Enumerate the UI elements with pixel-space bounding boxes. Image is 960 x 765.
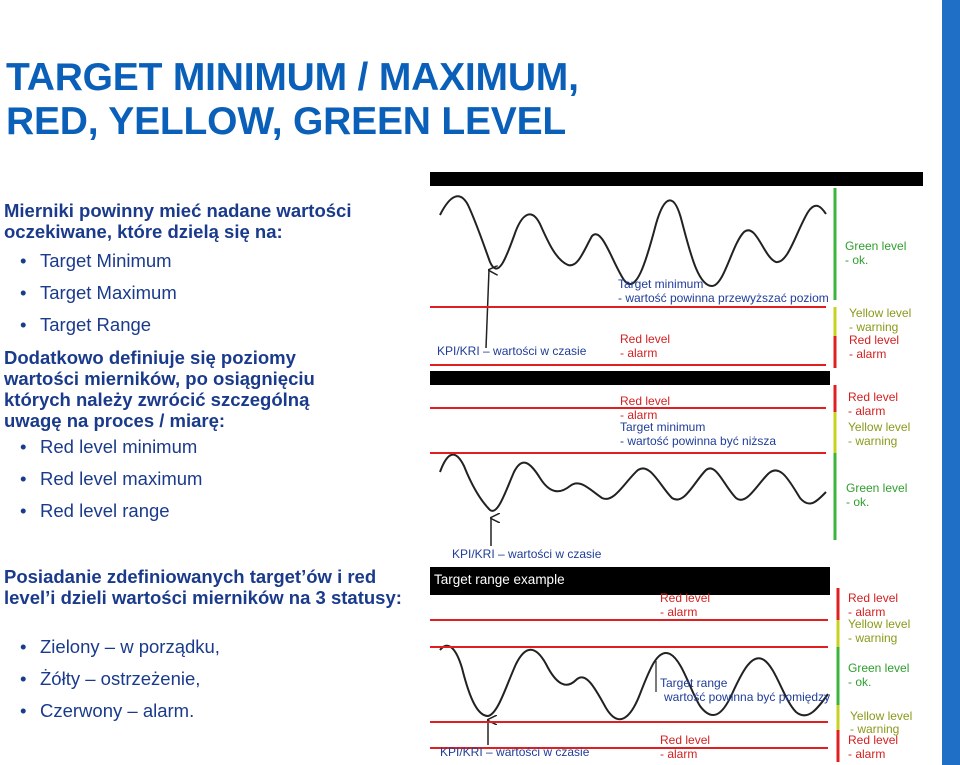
panel3-legend-red-bottom-title: Red level bbox=[848, 733, 899, 747]
panel1-legend-red-title: Red level bbox=[849, 333, 900, 347]
panel3-legend-green-title: Green level bbox=[848, 661, 910, 675]
title-line-1: TARGET MINIMUM / MAXIMUM, bbox=[6, 56, 579, 99]
panel2-red-desc: - alarm bbox=[620, 408, 658, 422]
panel1-target-desc: - wartość powinna przewyższać poziom bbox=[618, 291, 829, 305]
panel3-curve bbox=[440, 646, 831, 720]
bullet-red-level-minimum: • Red level minimum bbox=[20, 436, 320, 468]
panel2-curve bbox=[440, 455, 826, 511]
title-line-2: RED, YELLOW, GREEN LEVEL bbox=[6, 100, 567, 143]
panel2-legend-red-desc: - alarm bbox=[848, 404, 886, 418]
panel1-red-desc: - alarm bbox=[620, 346, 658, 360]
panel1-legend-red-desc: - alarm bbox=[849, 347, 887, 361]
panel2-legend-yellow-desc: - warning bbox=[848, 434, 898, 448]
panel2-legend-yellow-title: Yellow level bbox=[848, 420, 911, 434]
section2-intro: Dodatkowo definiuje się poziomy wartości mierników, po osiągnięciu których należy zwrócić szczególną uwagę na proces / miarę: bbox=[4, 347, 315, 431]
panel2-legend-green-title: Green level bbox=[846, 481, 908, 495]
bullet-red-level-range: • Red level range bbox=[20, 500, 320, 532]
panel3-legend-yellow-top-desc: - warning bbox=[848, 631, 898, 645]
panel3-legend-yellow-bottom-desc: - warning bbox=[850, 722, 900, 736]
bullet-target-minimum: • Target Minimum bbox=[20, 250, 320, 282]
bullet-red-level-maximum: • Red level maximum bbox=[20, 468, 320, 500]
panel2-legend-green-desc: - ok. bbox=[846, 495, 870, 509]
section1-intro: Mierniki powinny mieć nadane wartości oczekiwane, które dzielą się na: bbox=[4, 200, 352, 242]
panel3-title: Target range example bbox=[434, 572, 565, 587]
panel2-target-desc: - wartość powinna być niższa bbox=[620, 434, 777, 448]
panel3-legend-red-top-title: Red level bbox=[848, 591, 899, 605]
panel3-red-bottom-desc: - alarm bbox=[660, 747, 698, 761]
panel3-legend-yellow-top-title: Yellow level bbox=[848, 617, 911, 631]
panel1-target-title: Target minimum bbox=[618, 277, 704, 291]
panel1-arrow bbox=[486, 270, 489, 348]
panel3-red-top-title: Red level bbox=[660, 591, 711, 605]
panel1-kpi-label: KPI/KRI – wartości w czasie bbox=[437, 344, 587, 358]
section3-intro: Posiadanie zdefiniowanych target’ów i red level’i dzieli wartości mierników na 3 statusy: bbox=[4, 566, 402, 608]
panel1-red-title: Red level bbox=[620, 332, 671, 346]
panel2-target-title: Target minimum bbox=[620, 420, 706, 434]
panel3-legend-green-desc: - ok. bbox=[848, 675, 872, 689]
panel3-red-bottom-title: Red level bbox=[660, 733, 711, 747]
bullet-target-range: • Target Range bbox=[20, 314, 320, 346]
panel2-red-title: Red level bbox=[620, 394, 671, 408]
panel3-kpi-label: KPI/KRI – wartości w czasie bbox=[440, 745, 590, 759]
panel1-legend-green-title: Green level bbox=[845, 239, 907, 253]
panel3-target-desc: wartość powinna być pomiędzy bbox=[664, 690, 831, 704]
panel1-legend-green-desc: - ok. bbox=[845, 253, 869, 267]
panel1-legend-yellow-desc: - warning bbox=[849, 320, 899, 334]
panel2-legend-red-title: Red level bbox=[848, 390, 899, 404]
panel1-curve bbox=[440, 196, 826, 286]
panel2-kpi-label: KPI/KRI – wartości w czasie bbox=[452, 547, 602, 561]
panel3-red-top-desc: - alarm bbox=[660, 605, 698, 619]
panel3-legend-red-bottom-desc: - alarm bbox=[848, 747, 886, 761]
bullet-yellow: • Żółty – ostrzeżenie, bbox=[20, 668, 320, 700]
panel3-target-title: Target range bbox=[660, 676, 728, 690]
bullet-green: • Zielony – w porządku, bbox=[20, 636, 320, 668]
bullet-red: • Czerwony – alarm. bbox=[20, 700, 320, 732]
panel3-legend-red-top-desc: - alarm bbox=[848, 605, 886, 619]
panel3-legend-yellow-bottom-title: Yellow level bbox=[850, 709, 913, 723]
bullet-target-maximum: • Target Maximum bbox=[20, 282, 320, 314]
panel1-legend-yellow-title: Yellow level bbox=[849, 306, 912, 320]
